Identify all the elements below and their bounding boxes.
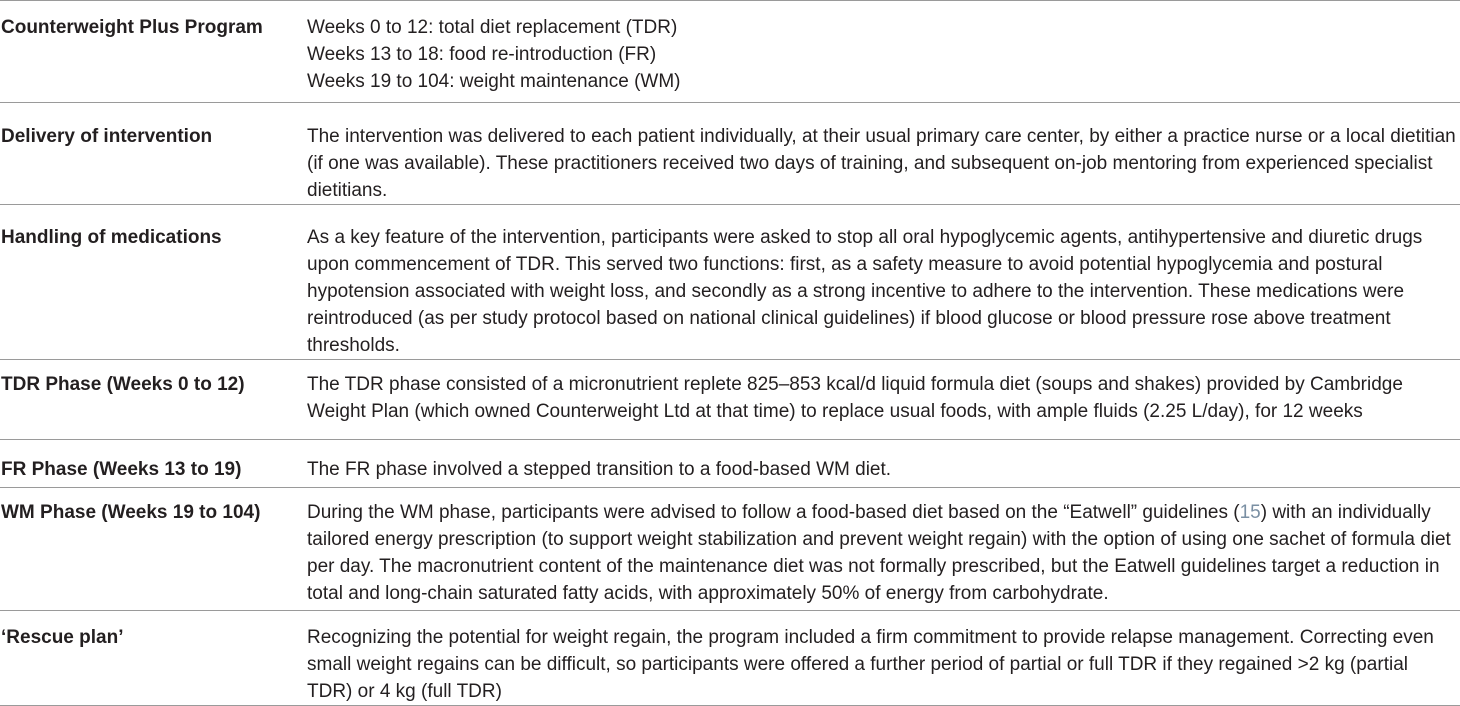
table-row — [0, 611, 1460, 706]
program-line: Weeks 13 to 18: food re-introduction (FR) — [307, 44, 657, 65]
row-description: As a key feature of the intervention, participants were asked to stop all oral hypoglycemic agents, antihypertensive and diuretic drugs upon commencement of TDR. This served two functions: first, as a safety measure to avoid potential hypoglycemia and postural hypotension associated with weight loss, and secondly as a strong incentive to adhere to the intervention. These medications were reintroduced (as per study protocol based on national clinical guidelines) if blood glucose or blood pressure rose above treatment thresholds. — [307, 227, 1423, 356]
table-row — [0, 360, 1460, 440]
row-label: WM Phase (Weeks 19 to 104) — [1, 502, 261, 523]
row-description: The TDR phase consisted of a micronutrient replete 825–853 kcal/d liquid formula diet (soups and shakes) provided by Cambridge Weight Plan (which owned Counterweight Ltd at that time) to replace usual foods, with ample fluids (2.25 L/day), for 12 weeks — [307, 374, 1403, 422]
row-label: FR Phase (Weeks 13 to 19) — [1, 459, 242, 480]
row-description: Recognizing the potential for weight regain, the program included a firm commitment to provide relapse management. Correcting even small weight regains can be difficult, so participants were offered a further period of partial or full TDR if they regained >2 kg (partial TDR) or 4 kg (full TDR) — [307, 627, 1434, 702]
row-label: Handling of medications — [1, 227, 222, 248]
row-label: Delivery of intervention — [1, 126, 213, 147]
table-row — [0, 103, 1460, 205]
row-description — [306, 1, 1460, 103]
table-row — [0, 205, 1460, 360]
description-text: During the WM phase, participants were advised to follow a food-based diet based on the “Eatwell” guidelines ( — [307, 502, 1240, 523]
table-row — [0, 440, 1460, 488]
row-label: Counterweight Plus Program — [1, 17, 263, 38]
description-text: ) with an individually tailored energy prescription (to support weight stabilization and prevent weight regain) with the option of using one sachet of formula diet per day. The macronutrient content of the maintenance diet was not formally prescribed, but the Eatwell guidelines target a reduction in total and long-chain saturated fatty acids, with approximately 50% of energy from carbohydrate. — [307, 502, 1451, 604]
table-row — [0, 1, 1460, 103]
row-description: The FR phase involved a stepped transition to a food-based WM diet. — [307, 459, 892, 480]
row-label: ‘Rescue plan’ — [1, 627, 124, 648]
reference-link[interactable]: 15 — [1239, 502, 1261, 523]
row-description: The intervention was delivered to each patient individually, at their usual primary care center, by either a practice nurse or a local dietitian (if one was available). These practitioners received two days of training, and subsequent on-job mentoring from experienced specialist dietitians. — [307, 126, 1456, 201]
table-row — [0, 488, 1460, 611]
program-line: Weeks 0 to 12: total diet replacement (TDR) — [307, 17, 678, 38]
row-description — [306, 488, 1460, 611]
row-label: TDR Phase (Weeks 0 to 12) — [1, 374, 245, 395]
program-line: Weeks 19 to 104: weight maintenance (WM) — [307, 71, 681, 92]
